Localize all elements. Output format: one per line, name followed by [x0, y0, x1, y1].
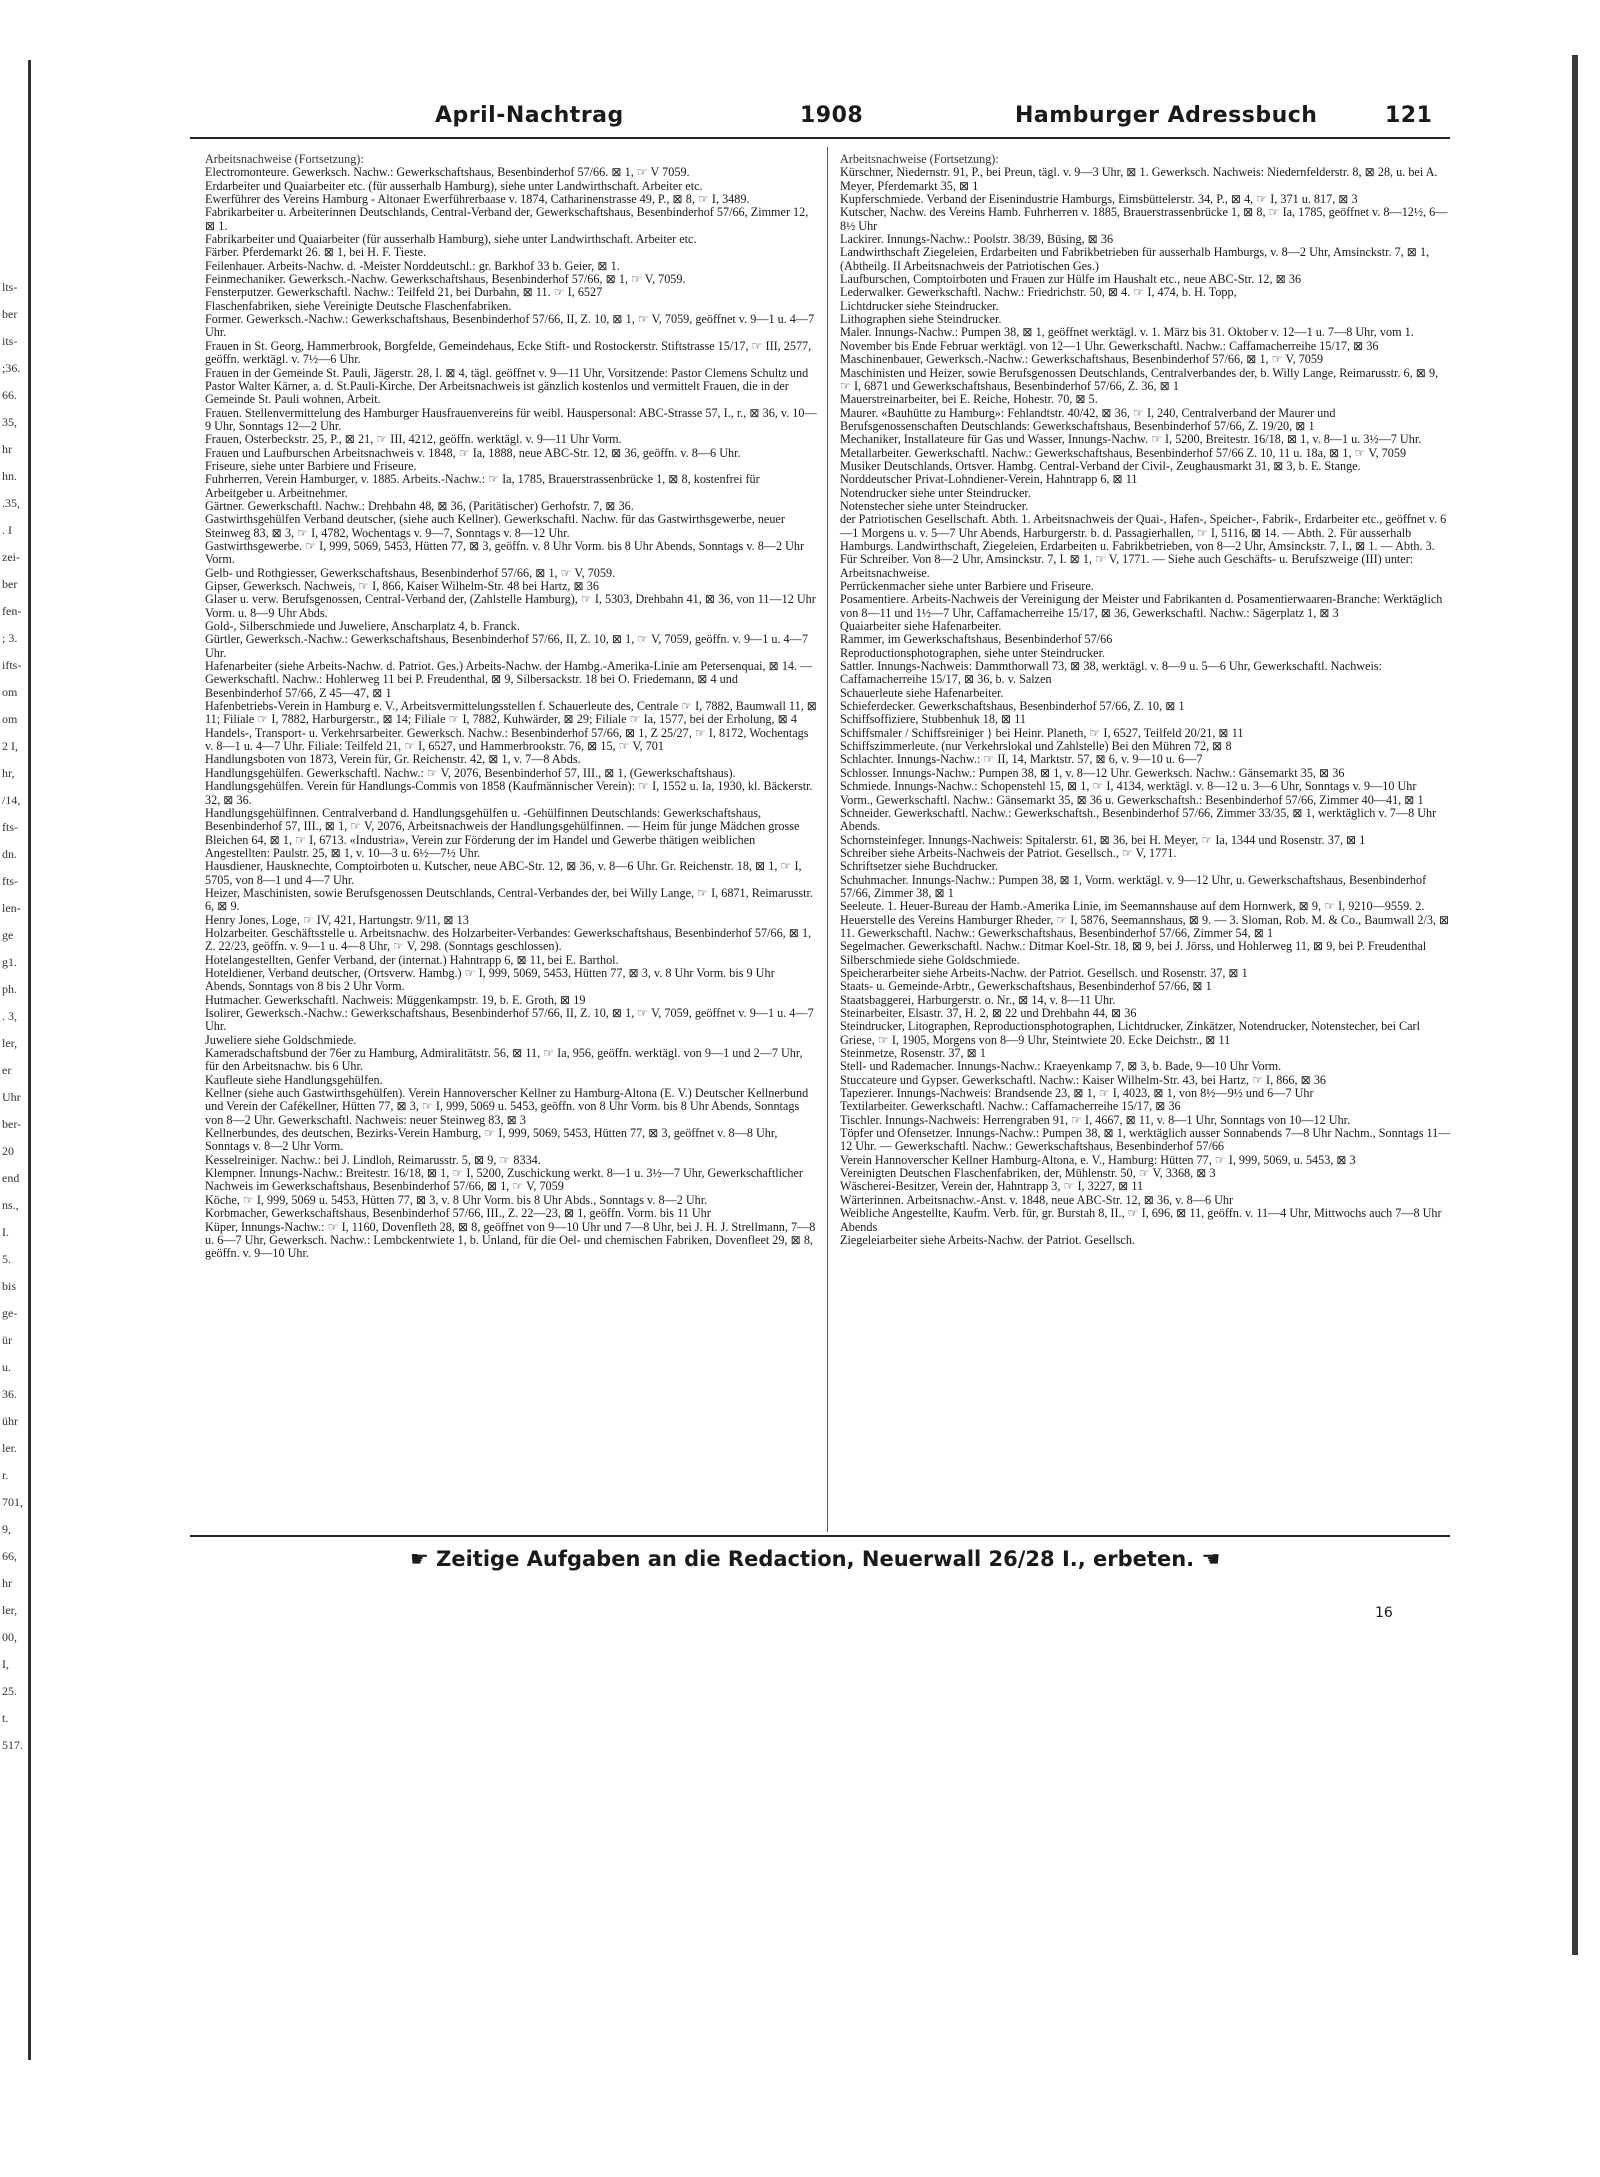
directory-entry: Feinmechaniker. Gewerksch.-Nachw. Gewerkschaftshaus, Besenbinderhof 57/66, ⊠ 1, ☞ V, 7059.: [205, 272, 686, 287]
directory-entry: Reproductionsphotographen, siehe unter Steindrucker.: [840, 645, 1106, 660]
bleed-fragment: ber: [2, 577, 18, 591]
directory-entry: Hutmacher. Gewerkschaftl. Nachweis: Müggenkampstr. 19, b. E. Groth, ⊠ 19: [205, 992, 586, 1007]
directory-entry: Ewerführer des Vereins Hamburg - Altonaer Ewerführerbaase v. 1874, Catharinenstrasse 49, P., ⊠ 8, ☞ I, 3489.: [205, 192, 750, 207]
directory-entry: Lackirer. Innungs-Nachw.: Poolstr. 38/39, Büsing, ⊠ 36: [840, 232, 1114, 247]
bleed-fragment: .35,: [2, 496, 20, 510]
header-section-title: April-Nachtrag: [435, 103, 624, 128]
bleed-fragment: ; 3.: [2, 631, 18, 645]
directory-page: [190, 95, 1451, 1621]
directory-entry: Laufburschen, Comptoirboten und Frauen zur Hülfe im Haushalt etc., neue ABC-Str. 12, ⊠ 36: [840, 272, 1302, 287]
directory-entry: Maschinenbauer, Gewerksch.-Nachw.: Gewerkschaftshaus, Besenbinderhof 57/66, ⊠ 1, ☞ V, 7059: [840, 352, 1324, 367]
bleed-fragment: ns.,: [2, 1198, 19, 1212]
directory-entry: Hausdiener, Hausknechte, Comptoirboten u. Kutscher, neue ABC-Str. 12, ⊠ 36, v. 8—6 Uhr. Gr. Reichenstr. 18, ⊠ 1, ☞ I, 5705, von 8—1 und 4—7 Uhr.: [205, 859, 802, 887]
directory-entry: Musiker Deutschlands, Ortsver. Hambg. Central-Verband der Civil-, Zeughausmarkt 31, ⊠ 3, b. E. Stange.: [840, 458, 1361, 473]
directory-entry: Lithographen siehe Steindrucker.: [840, 312, 1002, 327]
directory-entry: Maurer. «Bauhütte zu Hamburg»: Fehlandtstr. 40/42, ⊠ 36, ☞ I, 240, Centralverband der Maurer und Berufsgenossenschaften Deutschlands: Gewerkschaftshaus, Besenbinderhof 57/66, Z. 19/20, ⊠ 1: [840, 405, 1336, 433]
directory-entry: Schmiede. Innungs-Nachw.: Schopenstehl 15, ⊠ 1, ☞ I, 4134, werktägl. v. 8—12 u. 3—6 Uhr, Sonntags v. 9—10 Uhr Vorm., Gewerkschaftl. Nachw.: Gänsemarkt 35, ⊠ 36 u. Gewerkschaftsh.: Besenbinderhof 57/66, Zimmer 40—41, ⊠ 1: [840, 779, 1424, 807]
directory-entry: Gastwirthsgehülfen Verband deutscher, (siehe auch Kellner). Gewerkschaftl. Nachw. für das Gastwirthsgewerbe, neuer Steinweg 83, ⊠ 3, ☞ I, 4782, Wochentags v. 9—7, Sonntags v. 8—12 Uhr.: [205, 512, 785, 540]
directory-entry: Fabrikarbeiter und Quaiarbeiter (für ausserhalb Hamburg), siehe unter Landwirthschaft. Arbeiter etc.: [205, 232, 697, 247]
directory-entry: Staats- u. Gemeinde-Arbtr., Gewerkschaftshaus, Besenbinderhof 57/66, ⊠ 1: [840, 979, 1212, 994]
directory-entry: Töpfer und Ofensetzer. Innungs-Nachw.: Pumpen 38, ⊠ 1, werktäglich ausser Sonnabends 7—8 Uhr Nachm., Sonntags 11—12 Uhr. — Gewerkschaftl. Nachw.: Gewerkschaftshaus, Besenbinderhof 57/66: [840, 1126, 1451, 1154]
directory-entry: Hafenbetriebs-Verein in Hamburg e. V., Arbeitsvermittelungsstellen f. Schauerleute des, Centrale ☞ I, 7882, Baumwall 11, ⊠ 11; Filiale ☞ I, 7882, Harburgerstr., ⊠ 14; Filiale ☞ I, 7882, Kuhwärder, ⊠ 29; Filiale ☞ Ia, 1577, bei der Erholung, ⊠ 4: [205, 699, 817, 727]
bleed-fragment: ür: [2, 1333, 12, 1347]
directory-entry: der Patriotischen Gesellschaft. Abth. 1. Arbeitsnachweis der Quai-, Hafen-, Speicher-, Fabrik-, Erdarbeiter etc., geöffnet v. 6—1 Morgens u. v. 5—7 Uhr Abends, Harburgerstr. b. d. Passagierhallen, ☞ I, 5116, ⊠ 14. — Abth. 2. Für ausserhalb Hamburgs. Landwirthschaft, Ziegeleien, Erdarbeiten u. Fabrikbetrieben, von 8—2 Uhr, Amsinckstr. 7, I., ⊠ 1. — Abth. 3. Für Schreiber. Von 8—2 Uhr, Amsinckstr. 7, I. ⊠ 1, ☞ V, 1771. — Siehe auch Geschäfts- u. Berufszweige (III) unter: Arbeitsnachweise.: [840, 512, 1447, 580]
bleed-fragment: 5.: [2, 1252, 11, 1266]
directory-entry: Wäscherei-Besitzer, Verein der, Hahntrapp 3, ☞ I, 3227, ⊠ 11: [840, 1179, 1144, 1194]
bleed-fragment: hr,: [2, 766, 15, 780]
bleed-fragment: 701,: [2, 1495, 23, 1509]
directory-entry: Handlungsgehülfen. Gewerkschaftl. Nachw.: ☞ V, 2076, Besenbinderhof 57, III., ⊠ 1, (Gewerkschaftshaus).: [205, 765, 736, 780]
directory-entry: Maler. Innungs-Nachw.: Pumpen 38, ⊠ 1, geöffnet werktägl. v. 1. März bis 31. Oktober v. 12—1 u. 7—8 Uhr, vom 1. November bis Ende Februar werktägl. von 12—1 Uhr. Gewerkschaftl. Nachw.: Caffamacherreihe 15/17, ⊠ 36: [840, 325, 1414, 353]
bleed-fragment: /14,: [2, 793, 21, 807]
bleed-fragment: hr: [2, 1576, 12, 1590]
directory-entry: Kupferschmiede. Verband der Eisenindustrie Hamburgs, Eimsbüttelerstr. 34, P., ⊠ 4, ☞ I, 371 u. 817, ⊠ 3: [840, 192, 1358, 207]
bleed-fragment: zei-: [2, 550, 20, 564]
directory-entry: Schieferdecker. Gewerkschaftshaus, Besenbinderhof 57/66, Z. 10, ⊠ 1: [840, 699, 1185, 714]
directory-entry: Frauen in St. Georg, Hammerbrook, Borgfelde, Gemeindehaus, Ecke Stift- und Rostockerstr. Stiftstrasse 15/17, ☞ III, 2577, geöffn. werktägl. v. 7½—6 Uhr.: [205, 338, 812, 367]
bleed-fragment: 36.: [2, 1387, 17, 1401]
sheet-signature: 16: [1375, 1605, 1393, 1621]
continuation-heading: Arbeitsnachweise (Fortsetzung):: [205, 152, 364, 166]
bleed-fragment: ler.: [2, 1441, 17, 1455]
bleed-fragment: ph.: [2, 982, 17, 996]
bleed-fragment: 25.: [2, 1684, 17, 1698]
directory-entry: Quaiarbeiter siehe Hafenarbeiter.: [840, 619, 1002, 634]
bleed-fragment: ifts-: [2, 658, 22, 672]
bleed-fragment: len-: [2, 901, 21, 915]
directory-entry: Hoteldiener, Verband deutscher, (Ortsverw. Hambg.) ☞ I, 999, 5069, 5453, Hütten 77, ⊠ 3, v. 8 Uhr Vorm. bis 9 Uhr Abends, Sonntags von 8 bis 2 Uhr Vorm.: [205, 965, 775, 994]
bleed-fragment: fts-: [2, 874, 18, 888]
directory-entry: Kameradschaftsbund der 76er zu Hamburg, Admiralitätstr. 56, ⊠ 11, ☞ Ia, 956, geöffn. werktägl. von 9—1 und 2—7 Uhr, für den Arbeitsnachw. bis 6 Uhr.: [205, 1046, 803, 1074]
bleed-fragment: lts-: [2, 280, 18, 294]
directory-entry: Gürtler, Gewerksch.-Nachw.: Gewerkschaftshaus, Besenbinderhof 57/66, II, Z. 10, ⊠ 1, ☞ V, 7059, geöffn. v. 9—1 u. 4—7 Uhr.: [205, 632, 808, 660]
bleed-fragment: 517.: [2, 1738, 23, 1752]
directory-entry: Erdarbeiter und Quaiarbeiter etc. (für ausserhalb Hamburg), siehe unter Landwirthschaft. Arbeiter etc.: [205, 178, 703, 193]
directory-entry: Handlungsgehülfen. Verein für Handlungs-Commis von 1858 (Kaufmännischer Verein): ☞ I, 1552 u. Ia, 1930, kl. Bäckerstr. 32, ⊠ 36.: [205, 779, 813, 807]
bleed-fragment: om: [2, 685, 18, 699]
directory-entry: Frauen in der Gemeinde St. Pauli, Jägerstr. 28, I. ⊠ 4, tägl. geöffnet v. 9—11 Uhr, Vorsitzende: Pastor Clemens Schultz und Pastor Walter Kärner, a. d. St.Pauli-Kirche. Der Arbeitsnachweis ist gänzlich kostenlos und vermittelt Frauen, die in der Gemeinde St. Pauli wohnen, Arbeit.: [205, 365, 809, 407]
directory-entry: Kellnerbundes, des deutschen, Bezirks-Verein Hamburg, ☞ I, 999, 5069, 5453, Hütten 77, ⊠ 3, geöffnet v. 8—8 Uhr, Sonntags v. 8—2 Uhr Vorm.: [205, 1126, 778, 1154]
bleed-fragment: I,: [2, 1657, 9, 1671]
directory-entry: Schuhmacher. Innungs-Nachw.: Pumpen 38, ⊠ 1, Vorm. werktägl. v. 9—12 Uhr, u. Gewerkschaftshaus, Besenbinderhof 57/66, Zimmer 38, ⊠ 1: [840, 872, 1427, 900]
page-edge-shadow: [1572, 55, 1578, 1955]
directory-entry: Steindrucker, Litographen, Reproductionsphotographen, Lichtdrucker, Zinkätzer, Notendrucker, Notenstecher, bei Carl Griese, ☞ I, 1905, Morgens von 8—9 Uhr, Steintwiete 20. Ecke Deichstr., ⊠ 11: [840, 1019, 1420, 1047]
directory-entry: Klempner. Innungs-Nachw.: Breitestr. 16/18, ⊠ 1, ☞ I, 5200, Zuschickung werkt. 8—1 u. 3½—7 Uhr, Gewerkschaftlicher Nachweis im Gewerkschaftshaus, Besenbinderhof 57/66, ⊠ 1, ☞ V, 7059: [205, 1166, 803, 1194]
directory-entry: Textilarbeiter. Gewerkschaftl. Nachw.: Caffamacherreihe 15/17, ⊠ 36: [840, 1099, 1181, 1114]
directory-entry: Frauen, Osterbeckstr. 25, P., ⊠ 21, ☞ III, 4212, geöffn. werktägl. v. 9—11 Uhr Vorm.: [205, 432, 622, 447]
bleed-fragment: ühr: [2, 1414, 18, 1428]
directory-entry: Weibliche Angestellte, Kaufm. Verb. für, gr. Burstah 8, II., ☞ I, 696, ⊠ 11, geöffn. v. 11—4 Uhr, Mittwochs auch 7—8 Uhr Abends: [840, 1206, 1442, 1234]
header-publication-title: Hamburger Adressbuch: [1015, 103, 1318, 128]
directory-entry: Fuhrherren, Verein Hamburger, v. 1885. Arbeits.-Nachw.: ☞ Ia, 1785, Brauerstrassenbrücke 1, ⊠ 8, kostenfrei für Arbeitgeber u. Arbeitnehmer.: [205, 472, 760, 500]
directory-entry: Vereinigten Deutschen Flaschenfabriken, der, Mühlenstr. 50, ☞ V, 3368, ⊠ 3: [840, 1166, 1216, 1181]
directory-entry: Sattler. Innungs-Nachweis: Dammthorwall 73, ⊠ 38, werktägl. v. 8—9 u. 5—6 Uhr, Gewerkschaftl. Nachweis: Caffamacherreihe 15/17, ⊠ 36, b. v. Salzen: [840, 659, 1383, 687]
page-header: [190, 95, 1450, 139]
directory-entry: Tischler. Innungs-Nachweis: Herrengraben 91, ☞ I, 4667, ⊠ 11, v. 8—1 Uhr, Sonntags von 10—12 Uhr.: [840, 1112, 1351, 1127]
bleed-fragment: ge: [2, 928, 14, 942]
footer-notice-text: Zeitige Aufgaben an die Redaction, Neuerwall 26/28 I., erbeten.: [436, 1547, 1195, 1571]
bleed-fragment: om: [2, 712, 18, 726]
directory-entry: Schlachter. Innungs-Nachw.: ☞ II, 14, Marktstr. 57, ⊠ 6, v. 9—10 u. 6—7: [840, 752, 1203, 767]
bleed-fragment: . I: [2, 523, 12, 537]
directory-entry: Stuccateure und Gypser. Gewerkschaftl. Nachw.: Kaiser Wilhelm-Str. 43, bei Hartz, ☞ I, 866, ⊠ 36: [840, 1072, 1327, 1087]
bleed-fragment: 9,: [2, 1522, 11, 1536]
directory-entry: Henry Jones, Loge, ☞ IV, 421, Hartungstr. 9/11, ⊠ 13: [205, 912, 469, 927]
bleed-fragment: hr: [2, 442, 12, 456]
directory-entry: Segelmacher. Gewerkschaftl. Nachw.: Ditmar Koel-Str. 18, ⊠ 9, bei J. Jörss, und Hohlerweg 11, ⊠ 9, bei P. Freudenthal: [840, 939, 1427, 954]
directory-entry: Schneider. Gewerkschaftl. Nachw.: Gewerkschaftsh., Besenbinderhof 57/66, Zimmer 33/35, ⊠ 1, werktäglich v. 7—8 Uhr Abends.: [840, 805, 1437, 834]
bleed-fragment: Uhr: [2, 1090, 21, 1104]
directory-entry: Küper, Innungs-Nachw.: ☞ I, 1160, Dovenfleth 28, ⊠ 8, geöffnet von 9—10 Uhr und 7—8 Uhr, bei J. H. J. Strellmann, 7—8 u. 6—7 Uhr, Gewerksch. Nachw.: Lembckentwiete 1, b. Unland, für die Oel- und chemischen Fabriken, Dovenfleet 29, ⊠ 8, geöffn. v. 9—10 Uhr.: [205, 1219, 816, 1261]
directory-entry: Holzarbeiter. Geschäftsstelle u. Arbeitsnachw. des Holzarbeiter-Verbandes: Gewerkschaftshaus, Besenbinderhof 57/66, ⊠ 1, Z. 22/23, geöffn. v. 9—1 u. 4—8 Uhr, ☞ V, 298. (Sonntags geschlossen).: [205, 925, 812, 954]
directory-entry: Färber. Pferdemarkt 26. ⊠ 1, bei H. F. Tieste.: [205, 245, 427, 260]
directory-entry: Stell- und Rademacher. Innungs-Nachw.: Kraeyenkamp 7, ⊠ 3, b. Bade, 9—10 Uhr Vorm.: [840, 1059, 1282, 1074]
bleed-fragment: 66,: [2, 1549, 17, 1563]
directory-entry: Schlosser. Innungs-Nachw.: Pumpen 38, ⊠ 1, v. 8—12 Uhr. Gewerksch. Nachw.: Gänsemarkt 35, ⊠ 36: [840, 765, 1345, 780]
bleed-fragment: 66.: [2, 388, 17, 402]
directory-entry: Rammer, im Gewerkschaftshaus, Besenbinderhof 57/66: [840, 632, 1113, 647]
directory-entry: Fabrikarbeiter u. Arbeiterinnen Deutschlands, Central-Verband der, Gewerkschaftshaus, Besenbinderhof 57/66, Zimmer 12, ⊠ 1.: [205, 205, 809, 233]
directory-entry: Lederwalker. Gewerkschaftl. Nachw.: Friedrichstr. 50, ⊠ 4. ☞ I, 474, b. H. Topp,: [840, 285, 1237, 300]
directory-entry: Schornsteinfeger. Innungs-Nachweis: Spitalerstr. 61, ⊠ 36, bei H. Meyer, ☞ Ia, 1344 und Rosenstr. 37, ⊠ 1: [840, 832, 1366, 847]
directory-entry: Wärterinnen. Arbeitsnachw.-Anst. v. 1848, neue ABC-Str. 12, ⊠ 36, v. 8—6 Uhr: [840, 1192, 1234, 1207]
bleed-fragment: g1.: [2, 955, 17, 969]
directory-entry: Tapezierer. Innungs-Nachweis: Brandsende 23, ⊠ 1, ☞ I, 4023, ⊠ 1, von 8½—9½ und 6—7 Uhr: [840, 1086, 1314, 1101]
directory-entry: Norddeutscher Privat-Lohndiener-Verein, Hahntrapp 6, ⊠ 11: [840, 472, 1138, 487]
left-column: [205, 153, 817, 1261]
bleed-fragment: 00,: [2, 1630, 17, 1644]
directory-entry: Frauen und Laufburschen Arbeitsnachweis v. 1848, ☞ Ia, 1888, neue ABC-Str. 12, ⊠ 36, geöffn. v. 8—6 Uhr.: [205, 445, 741, 460]
left-page-bleed: [0, 60, 31, 2060]
directory-entry: Mauerstreinarbeiter, bei E. Reiche, Hohestr. 70, ⊠ 5.: [840, 392, 1098, 407]
directory-entry: Flaschenfabriken, siehe Vereinigte Deutsche Flaschenfabriken.: [205, 298, 512, 313]
header-page-number: 121: [1385, 103, 1433, 128]
bleed-fragment: . 3,: [2, 1009, 17, 1023]
header-year: 1908: [800, 103, 864, 128]
bleed-fragment: 2 I,: [2, 739, 18, 753]
directory-entry: Schiffsoffiziere, Stubbenhuk 18, ⊠ 11: [840, 712, 1027, 727]
bleed-fragment: ber-: [2, 1117, 22, 1131]
bleed-fragment: er: [2, 1063, 12, 1077]
directory-entry: Gelb- und Rothgiesser, Gewerkschaftshaus, Besenbinderhof 57/66, ⊠ 1, ☞ V, 7059.: [205, 565, 616, 580]
directory-entry: Friseure, siehe unter Barbiere und Friseure.: [205, 458, 417, 473]
column-divider: [827, 147, 828, 1532]
directory-entry: Schauerleute siehe Hafenarbeiter.: [840, 685, 1004, 700]
bleed-fragment: fts-: [2, 820, 18, 834]
directory-entry: Ziegeleiarbeiter siehe Arbeits-Nachw. der Patriot. Gesellsch.: [840, 1232, 1135, 1247]
directory-entry: Kellner (siehe auch Gastwirthsgehülfen). Verein Hannoverscher Kellner zu Hamburg-Altona (E. V.) Deutscher Kellnerbund und Verein der Cafékellner, Hütten 77, ⊠ 3, ☞ I, 999, 5069 u. 5453, geöffn. von 8 Uhr Vorm. bis 8 Uhr Abends, Sonntags von 8—2 Uhr. Gewerkschaftl. Nachweis: neuer Steinweg 83, ⊠ 3: [205, 1086, 809, 1127]
directory-entry: Feilenhauer. Arbeits-Nachw. d. -Meister Norddeutschl.: gr. Barkhof 33 b. Geier, ⊠ 1.: [205, 258, 620, 273]
directory-entry: Hafenarbeiter (siehe Arbeits-Nachw. d. Patriot. Ges.) Arbeits-Nachw. der Hambg.-Amerika-Linie am Petersenquai, ⊠ 14. — Gewerkschaftl. Nachw.: Hohlerweg 11 bei P. Freudenthal, ⊠ 9, Silbersackstr. 18 bei O. Friedemann, ⊠ 4 und Besenbinderhof 57/66, Z 45—47, ⊠ 1: [205, 659, 813, 700]
bleed-fragment: ler,: [2, 1603, 18, 1617]
directory-entry: Hotelangestellten, Genfer Verband, der (internat.) Hahntrapp 6, ⊠ 11, bei E. Barthol.: [205, 952, 619, 967]
bleed-fragment: hn.: [2, 469, 17, 483]
directory-entry: Isolirer, Gewerksch.-Nachw.: Gewerkschaftshaus, Besenbinderhof 57/66, II, Z. 10, ⊠ 1, ☞ V, 7059, geöffnet v. 9—1 u. 4—7 Uhr.: [205, 1006, 814, 1034]
directory-entry: Kaufleute siehe Handlungsgehülfen.: [205, 1072, 383, 1087]
bleed-fragment: bis: [2, 1279, 17, 1293]
directory-entry: Fensterputzer. Gewerkschaftl. Nachw.: Teilfeld 21, bei Durbahn, ⊠ 11. ☞ I, 6527: [205, 285, 603, 300]
directory-entry: Staatsbaggerei, Harburgerstr. o. Nr., ⊠ 14, v. 8—11 Uhr.: [840, 992, 1116, 1007]
bleed-fragment: I.: [2, 1225, 9, 1239]
directory-entry: Electromonteure. Gewerksch. Nachw.: Gewerkschaftshaus, Besenbinderhof 57/66. ⊠ 1, ☞ V 7059.: [205, 165, 690, 180]
directory-entry: Landwirthschaft Ziegeleien, Erdarbeiten und Fabrikbetrieben für ausserhalb Hamburgs, v. 8—2 Uhr, Amsinckstr. 7, ⊠ 1, (Abtheilg. II Arbeitsnachweis der Patriotischen Ges.): [840, 245, 1430, 273]
bleed-fragment: fen-: [2, 604, 22, 618]
directory-entry: Gipser, Gewerksch. Nachweis, ☞ I, 866, Kaiser Wilhelm-Str. 48 bei Hartz, ⊠ 36: [205, 579, 599, 593]
directory-entry: Lichtdrucker siehe Steindrucker.: [840, 298, 999, 313]
directory-entry: Handels-, Transport- u. Verkehrsarbeiter. Gewerksch. Nachw.: Besenbinderhof 57/66, ⊠ 1, Z 25/27, ☞ I, 8172, Wochentags v. 8—1 u. 4—7 Uhr. Filiale: Teilfeld 21, ☞ I, 6527, und Hammerbrookstr. 76, ⊠ 15, ☞ V, 701: [205, 725, 809, 754]
pointing-hand-left-icon: ☚: [1201, 1547, 1221, 1571]
bleed-fragment: end: [2, 1171, 20, 1185]
directory-entry: Heizer, Maschinisten, sowie Berufsgenossen Deutschlands, Central-Verbandes der, bei Willy Lange, ☞ I, 6871, Reimarusstr. 6, ⊠ 9.: [205, 885, 813, 914]
directory-entry: Silberschmiede siehe Goldschmiede.: [840, 952, 1020, 967]
directory-entry: Steinarbeiter, Elsastr. 37, H. 2, ⊠ 22 und Drehbahn 44, ⊠ 36: [840, 1006, 1137, 1020]
directory-entry: Schiffszimmerleute. (nur Verkehrslokal und Zahlstelle) Bei den Mühren 72, ⊠ 8: [840, 739, 1232, 754]
footer-notice: [410, 1547, 1220, 1571]
directory-entry: Glaser u. verw. Berufsgenossen, Central-Verband der, (Zahlstelle Hamburg), ☞ I, 5303, Drehbahn 41, ⊠ 36, von 11—12 Uhr Vorm. u. 8—9 Uhr Abds.: [205, 592, 816, 620]
directory-entry: Mechaniker, Installateure für Gas und Wasser, Innungs-Nachw. ☞ I, 5200, Breitestr. 16/18, ⊠ 1, v. 8—1 u. 3½—7 Uhr.: [840, 432, 1422, 447]
directory-entry: Handlungsgehülfinnen. Centralverband d. Handlungsgehülfen u. -Gehülfinnen Deutschlands: Gewerkschaftshaus, Besenbinderhof 57, III., ⊠ 1, ☞ V, 2076, Arbeitsnachweis der Handlungsgehülfinnen. — Heim für junge Mädchen grosse Bleichen 64, ⊠ 1, ☞ I, 6713. «Industria», Verein zur Förderung der im Handel und Gewerbe thätigen weiblichen Angestellten: Paulstr. 25, ⊠ 1, v. 10—3 u. 6½—7½ Uhr.: [205, 805, 800, 860]
directory-entry: Handlungsboten von 1873, Verein für, Gr. Reichenstr. 42, ⊠ 1, v. 7—8 Abds.: [205, 752, 581, 767]
bleed-fragment: r.: [2, 1468, 9, 1482]
bleed-fragment: u.: [2, 1360, 11, 1374]
directory-entry: Juweliere siehe Goldschmiede.: [205, 1032, 357, 1047]
bleed-fragment: ge-: [2, 1306, 18, 1320]
bleed-fragment: its-: [2, 334, 18, 348]
bleed-fragment: ber: [2, 307, 18, 321]
directory-entry: Kesselreiniger. Nachw.: bei J. Lindloh, Reimarusstr. 5, ⊠ 9, ☞ 8334.: [205, 1152, 541, 1167]
directory-entry: Schiffsmaler / Schiffsreiniger } bei Heinr. Planeth, ☞ I, 6527, Teilfeld 20/21, ⊠ 11: [840, 725, 1244, 740]
directory-entry: Gold-, Silberschmiede und Juweliere, Anscharplatz 4, b. Franck.: [205, 619, 520, 634]
directory-entry: Verein Hannoverscher Kellner Hamburg-Altona, e. V., Hamburg: Hütten 77, ☞ I, 999, 5069, u. 5453, ⊠ 3: [840, 1152, 1356, 1167]
bleed-fragment: 20: [2, 1144, 14, 1158]
directory-entry: Posamentiere. Arbeits-Nachweis der Vereinigung der Meister und Fabrikanten d. Posamentierwaaren-Branche: Werktäglich von 8—11 und 1½—7 Uhr, Caffamacherreihe 15/17, ⊠ 36, Gewerkschaftl. Nachw.: Sägerplatz 1, ⊠ 3: [840, 592, 1443, 620]
directory-entry: Schreiber siehe Arbeits-Nachweis der Patriot. Gesellsch., ☞ V, 1771.: [840, 845, 1177, 860]
directory-entry: Kürschner, Niedernstr. 91, P., bei Preun, tägl. v. 9—3 Uhr, ⊠ 1. Gewerksch. Nachweis: Niedernfelderstr. 8, ⊠ 28, u. bei A. Meyer, Pferdemarkt 35, ⊠ 1: [840, 165, 1438, 193]
directory-entry: Köche, ☞ I, 999, 5069 u. 5453, Hütten 77, ⊠ 3, v. 8 Uhr Vorm. bis 8 Uhr Abds., Sonntags v. 8—2 Uhr.: [205, 1192, 708, 1207]
directory-entry: Notenstecher siehe unter Steindrucker.: [840, 498, 1029, 513]
directory-entry: Speicherarbeiter siehe Arbeits-Nachw. der Patriot. Gesellsch. und Rosenstr. 37, ⊠ 1: [840, 965, 1248, 980]
directory-entry: Kutscher, Nachw. des Vereins Hamb. Fuhrherren v. 1885, Brauerstrassenbrücke 1, ⊠ 8, ☞ Ia, 1785, geöffnet v. 8—12½, 6—8½ Uhr: [840, 205, 1448, 233]
page-footer: [190, 1535, 1450, 1585]
directory-entry: Notendrucker siehe unter Steindrucker.: [840, 485, 1031, 500]
bleed-fragment: t.: [2, 1711, 9, 1725]
directory-entry: Perrückenmacher siehe unter Barbiere und Friseure.: [840, 579, 1094, 593]
directory-entry: Former. Gewerksch.-Nachw.: Gewerkschaftshaus, Besenbinderhof 57/66, II, Z. 10, ⊠ 1, ☞ V, 7059, geöffnet v. 9—1 u. 4—7 Uhr.: [205, 312, 815, 340]
directory-entry: Frauen. Stellenvermittelung des Hamburger Hausfrauenvereins für weibl. Hauspersonal: ABC-Strasse 57, I., r., ⊠ 36, v. 10—9 Uhr, Sonntags 12—2 Uhr.: [205, 405, 817, 433]
bleed-fragment: dn.: [2, 847, 17, 861]
directory-entry: Schriftsetzer siehe Buchdrucker.: [840, 859, 999, 874]
directory-entry: Gärtner. Gewerkschaftl. Nachw.: Drehbahn 48, ⊠ 36, (Paritätischer) Gerhofstr. 7, ⊠ 36.: [205, 498, 634, 513]
directory-entry: Seeleute. 1. Heuer-Bureau der Hamb.-Amerika Linie, im Seemannshause auf dem Hornwerk, ⊠ 9, ☞ I, 9210—9559. 2. Heuerstelle des Vereins Hamburger Rheder, ☞ I, 5876, Seemannshaus, ⊠ 9. — 3. Sloman, Rob. M. & Co., Baumwall 2/3, ⊠ 11. Gewerkschaftl. Nachw.: Gewerkschaftshaus, Besenbinderhof 57/66, Zimmer 54, ⊠ 1: [840, 899, 1450, 940]
right-column: [840, 153, 1452, 1247]
pointing-hand-right-icon: ☛: [410, 1547, 429, 1571]
bleed-fragment: ;36.: [2, 361, 21, 375]
bleed-fragment: ler,: [2, 1036, 18, 1050]
directory-entry: Maschinisten und Heizer, sowie Berufsgenossen Deutschlands, Centralverbandes der, b. Willy Lange, Reimarusstr. 6, ⊠ 9, ☞ I, 6871 und Gewerkschaftshaus, Besenbinderhof 57/66, Z. 36, ⊠ 1: [840, 365, 1439, 393]
bleed-fragment: 35,: [2, 415, 17, 429]
directory-entry: Gastwirthsgewerbe. ☞ I, 999, 5069, 5453, Hütten 77, ⊠ 3, geöffn. v. 8 Uhr Vorm. bis 8 Uhr Abends, Sonntags v. 8—2 Uhr Vorm.: [205, 538, 805, 567]
continuation-heading: Arbeitsnachweise (Fortsetzung):: [840, 152, 999, 166]
directory-entry: Steinmetze, Rosenstr. 37, ⊠ 1: [840, 1046, 986, 1061]
directory-entry: Metallarbeiter. Gewerkschaftl. Nachw.: Gewerkschaftshaus, Besenbinderhof 57/66 Z. 10, 11 u. 18a, ⊠ 1, ☞ V, 7059: [840, 445, 1407, 460]
directory-entry: Korbmacher, Gewerkschaftshaus, Besenbinderhof 57/66, III., Z. 22—23, ⊠ 1, geöffn. Vorm. bis 11 Uhr: [205, 1206, 711, 1221]
